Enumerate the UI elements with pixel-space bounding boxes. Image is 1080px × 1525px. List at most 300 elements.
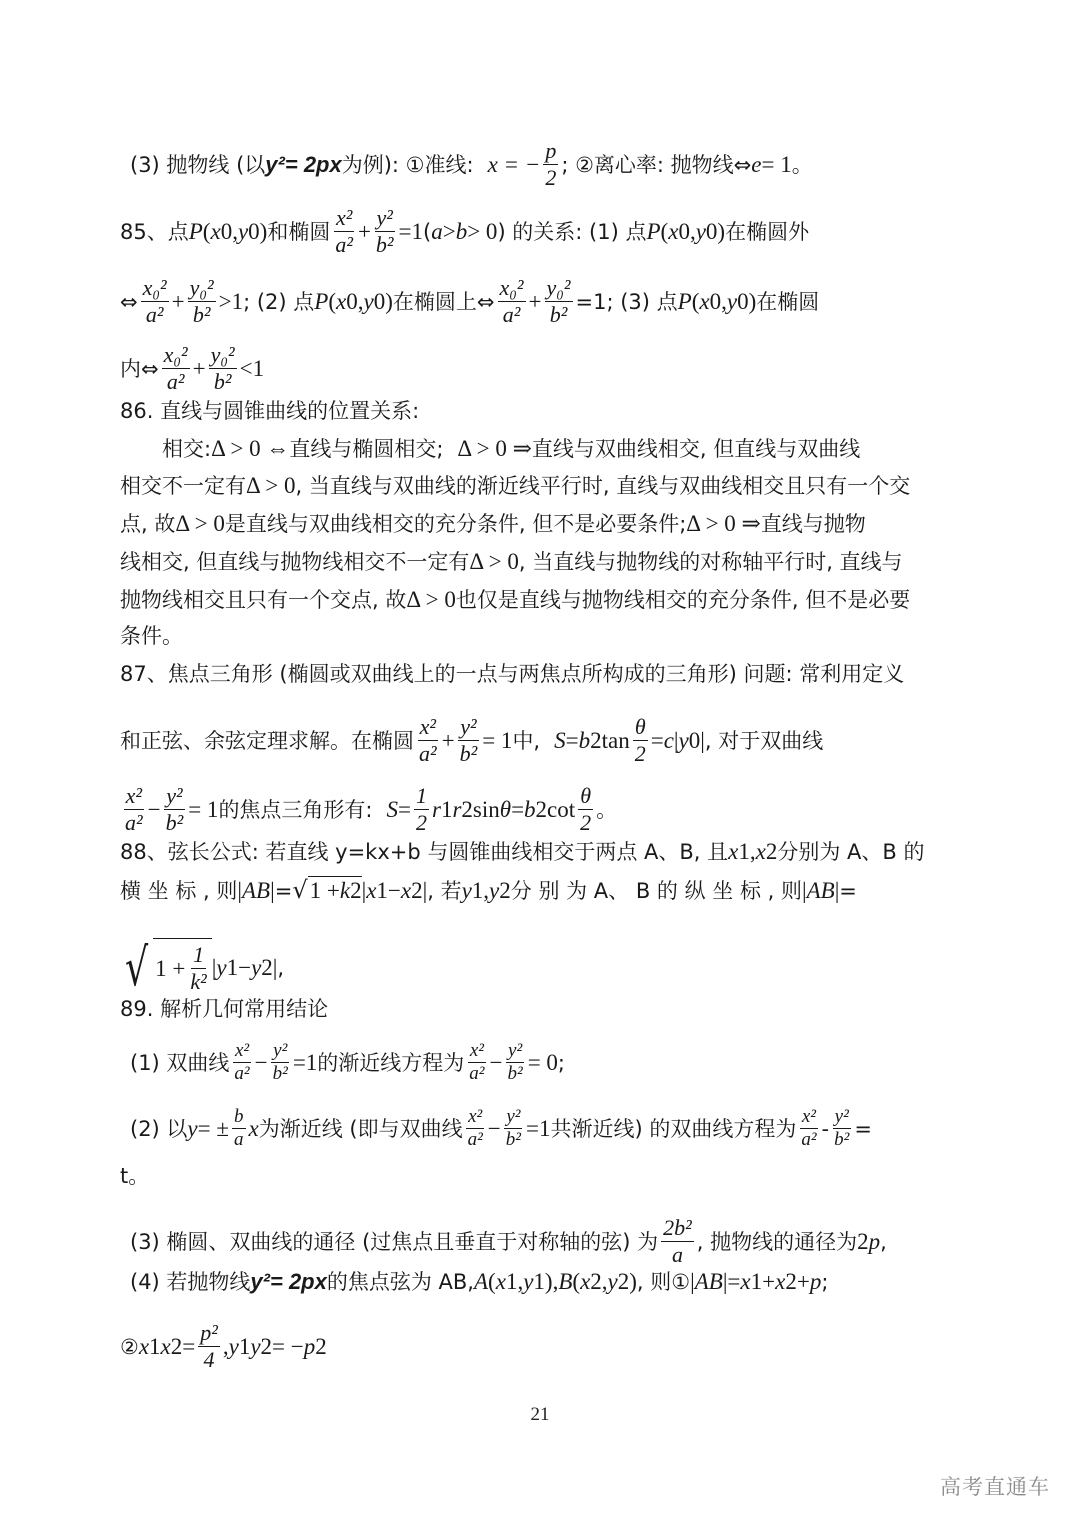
math-symbol: Δ > 0 ⇒	[686, 511, 761, 536]
text: 在椭圆外	[725, 219, 810, 244]
denominator: b²	[507, 1063, 523, 1084]
math-symbol: 1 +	[155, 955, 186, 981]
math-symbol: |	[361, 877, 367, 903]
math-symbol: =1	[398, 218, 424, 244]
math-var: k	[339, 878, 351, 903]
math-var: P	[677, 288, 692, 314]
text: , 当直线与抛物线的对称轴平行时, 直线与	[518, 550, 903, 574]
fraction	[467, 1040, 486, 1085]
math-var: x	[138, 1333, 150, 1359]
text: 点, 故	[120, 512, 176, 536]
denominator: a²	[502, 302, 521, 327]
math-var: θ	[499, 796, 512, 822]
text: 中,	[512, 728, 541, 753]
numerator: 1	[193, 942, 205, 967]
fraction	[498, 275, 526, 328]
math-symbol: Δ > 0 ⇒	[457, 436, 532, 461]
text: , 抛物线的通径为	[696, 1229, 858, 1254]
fraction	[162, 342, 190, 395]
math-symbol: ,	[483, 877, 490, 903]
math-symbol: = −	[272, 1333, 304, 1359]
text-line: 85、点 P ( x 0 , y 0 ) 和椭圆 $\frac{\text{x²}}{\text{a²}}$ + $\frac{\text{y²}}{\text{b²}}$ =1 ( a > b > 0 ) 的关系: (1) 点 P ( x 0 , y 0 ) 在椭圆外	[120, 205, 810, 257]
math-symbol: >1	[218, 288, 244, 314]
math-bold: = 2px	[284, 151, 342, 177]
denominator: a	[671, 1242, 683, 1267]
math-var: P	[646, 218, 661, 244]
text: 85、点	[120, 219, 189, 244]
math-symbol: |	[801, 877, 807, 903]
math-var: x	[580, 1269, 591, 1294]
text: ②	[120, 1334, 139, 1359]
denominator: 4	[203, 1347, 215, 1372]
math-symbol: =1	[525, 1115, 551, 1141]
math-symbol: |	[673, 727, 679, 753]
text: ⇔	[120, 289, 138, 314]
text: ,	[277, 956, 285, 980]
math-symbol: Δ > 0 ⇔	[211, 436, 290, 461]
math-var: x	[755, 839, 766, 864]
math-symbol: ,	[357, 288, 364, 314]
text-line: 横 坐 标 , 则 | AB | = √ 1 + k 2 | x 1 − x 2 | , 若 y 1 , y 2 分 别 为 A、 B 的 纵 坐 标 , 则 | AB | =	[120, 876, 857, 904]
text: 也仅是直线与抛物线相交的充分条件, 但不是必要	[455, 588, 911, 612]
fraction	[271, 1040, 290, 1085]
math-var: x	[728, 839, 739, 864]
text: , 对于双曲线	[704, 728, 824, 753]
numerator: x²	[801, 1106, 817, 1127]
numerator: θ	[580, 783, 592, 808]
math-symbol: =1	[292, 1049, 318, 1075]
math-var: y	[607, 1269, 618, 1294]
text: 直线与抛物	[760, 512, 866, 536]
math-var: r	[452, 796, 462, 822]
denominator: a²	[467, 1129, 483, 1150]
text-line: 88、弦长公式: 若直线 y=kx+b 与圆锥曲线相交于两点 A、B, 且 x 1 , x 2 分别为 A、B 的	[120, 839, 925, 864]
text: 在椭圆上⇔	[392, 289, 495, 314]
denominator: a²	[801, 1129, 817, 1150]
math-var: b	[578, 727, 591, 753]
math-symbol: ,	[601, 1269, 608, 1294]
math-var: x	[495, 1269, 506, 1294]
fraction	[188, 275, 216, 328]
text: 。	[791, 152, 813, 177]
text-line	[130, 1215, 975, 1268]
fraction	[578, 783, 593, 836]
math-symbol: =	[565, 727, 579, 753]
text: -	[821, 1116, 830, 1141]
math-symbol: +	[357, 218, 371, 244]
numerator: p²	[200, 1320, 218, 1345]
numerator: x₀²	[499, 275, 524, 300]
denominator: b²	[213, 369, 232, 394]
text-line: $\frac{\text{x²}}{\text{a²}}$ − $\frac{\text{y²}}{\text{b²}}$ = 1 的焦点三角形有: S = $\frac{1}{2}$ r 1 r 2 sin θ = b 2 cot $\frac{\theta}{2}$ 。	[125, 783, 618, 835]
math-symbol: |	[211, 955, 217, 980]
math-bold: = 2px	[269, 1269, 327, 1294]
numerator: x₀²	[163, 342, 188, 367]
denominator: a²	[234, 1063, 250, 1084]
text-line	[120, 660, 965, 688]
text: =	[839, 878, 857, 903]
math-symbol: 2	[857, 1228, 869, 1254]
text-line	[120, 1162, 965, 1190]
math-var: S	[554, 727, 566, 753]
fraction	[504, 1106, 523, 1151]
denominator: b²	[505, 1129, 521, 1150]
math-var: b	[455, 218, 468, 244]
text: 分 别 为 A、 B 的 纵 坐 标 , 则	[510, 878, 802, 903]
math-var: y	[726, 288, 738, 314]
text: (3) 抛物线 (以	[130, 152, 266, 177]
denominator: b²	[165, 810, 184, 835]
denominator: a	[234, 1129, 244, 1150]
math-symbol: Δ > 0	[246, 473, 296, 498]
math-var: y	[695, 218, 706, 244]
text: =	[854, 1116, 872, 1141]
text: 条件。	[120, 624, 183, 648]
text: , 当直线与双曲线的渐近线平行时, 直线与双曲线相交且只有一个交	[295, 474, 911, 498]
text-line	[120, 342, 965, 395]
text: 横 坐 标 , 则	[120, 878, 238, 903]
numerator: x²	[468, 1106, 483, 1127]
math-var: b	[524, 796, 536, 822]
denominator: a²	[335, 232, 353, 257]
fraction	[661, 1215, 694, 1268]
denominator: a²	[125, 810, 143, 835]
math-symbol: = 1	[761, 151, 792, 177]
math-symbol: |	[690, 1269, 695, 1294]
text: 直线与椭圆相交;	[289, 437, 444, 461]
text: ,	[880, 1229, 887, 1254]
math-var: y	[187, 1115, 198, 1141]
math-symbol: ,	[232, 218, 238, 244]
fraction	[374, 205, 396, 258]
math-var: x	[366, 877, 377, 903]
math-var: y	[461, 877, 472, 903]
text: 在椭圆	[756, 289, 820, 314]
fraction	[417, 714, 439, 767]
page-number: 21	[530, 1404, 550, 1425]
text: 的焦点三角形有:	[218, 797, 373, 822]
numerator: y₀²	[189, 275, 214, 300]
fraction	[333, 205, 355, 258]
text: 88、弦长公式: 若直线 y=kx+b 与圆锥曲线相交于两点 A、B, 且	[120, 840, 729, 864]
math-symbol: ,	[222, 1333, 229, 1359]
math-symbol: >	[442, 218, 456, 244]
fraction	[458, 714, 480, 767]
math-symbol: (	[691, 288, 700, 314]
fraction	[799, 1106, 818, 1151]
denominator: b²	[272, 1063, 288, 1084]
math-symbol: )	[748, 288, 757, 314]
math-var: e	[751, 151, 762, 177]
text: 的焦点弦为 AB,	[326, 1270, 474, 1294]
math-symbol: = ±	[197, 1115, 229, 1141]
text: (	[423, 219, 432, 244]
numerator: p	[545, 138, 557, 163]
fraction	[164, 783, 186, 836]
math-var: y	[228, 1333, 239, 1359]
math-var: y	[523, 1269, 534, 1294]
math-symbol: = 1	[188, 796, 219, 822]
text-line	[130, 1106, 975, 1151]
text: 内⇔	[120, 356, 159, 381]
math-symbol: sin	[472, 796, 500, 822]
fraction	[232, 1106, 246, 1151]
text: , 则①	[636, 1270, 691, 1294]
text: (2) 以	[130, 1116, 188, 1141]
math-var: p	[868, 1228, 881, 1254]
math-var: c	[663, 727, 674, 753]
math-symbol: −	[489, 1049, 503, 1075]
math-symbol: cot	[547, 796, 576, 822]
radical-sign: √	[292, 876, 308, 904]
radicand: 1 + k 2	[309, 878, 362, 903]
text: 抛物线相交且只有一个交点, 故	[120, 588, 407, 612]
text: 86. 直线与圆锥曲线的位置关系:	[120, 399, 420, 423]
fraction	[505, 1040, 524, 1085]
text: 分别为 A、B 的	[777, 840, 925, 864]
math-symbol: Δ > 0	[406, 587, 456, 612]
text: , 若	[427, 878, 462, 903]
math-var: p	[303, 1333, 316, 1359]
denominator: b²	[375, 232, 394, 257]
text: 线相交, 但直线与抛物线相交不一定有	[120, 550, 470, 574]
numerator: y²	[376, 205, 393, 230]
text: 相交不一定有	[120, 474, 246, 498]
text: 为渐近线 (即与双曲线	[258, 1116, 463, 1141]
text-line	[130, 1040, 975, 1085]
text: ; (2) 点	[243, 289, 315, 314]
math-symbol: )	[385, 288, 393, 314]
fraction	[141, 275, 169, 328]
fraction	[123, 783, 145, 836]
text-line: (4) 若抛物线 y² = 2px 的焦点弦为 AB, A ( x 1 , y 1 ), B ( x 2 , y 2 ) , 则① | AB |= x 1 + x 2 + p ;	[130, 1269, 829, 1294]
text: 和椭圆	[267, 219, 331, 244]
text: 直线与双曲线相交, 但直线与双曲线	[531, 437, 861, 461]
math-var: x	[160, 1333, 171, 1359]
denominator: 2	[580, 810, 592, 835]
denominator: 2	[416, 810, 427, 835]
text: 。	[596, 797, 618, 822]
text: 共渐近线) 的双曲线方程为	[550, 1116, 797, 1141]
math-var: AB	[242, 877, 271, 903]
numerator: x²	[125, 783, 142, 808]
text: 为例): ①准线:	[341, 152, 474, 177]
math-symbol: +	[171, 288, 185, 314]
math-var: r	[432, 796, 441, 822]
math-symbol: |	[834, 877, 840, 903]
fraction	[545, 275, 573, 328]
math-symbol: +	[796, 1269, 810, 1294]
math-symbol: ),	[544, 1269, 559, 1294]
math-symbol: = 1	[482, 727, 513, 753]
math-var: y	[251, 955, 262, 980]
math-symbol: −	[487, 1115, 501, 1141]
text-line	[120, 397, 965, 425]
math-var: p	[809, 1269, 822, 1294]
math-symbol: <1	[239, 355, 265, 381]
numerator: 1	[416, 783, 427, 808]
text-line	[120, 548, 965, 576]
fraction	[188, 942, 208, 995]
math-symbol: (	[572, 1269, 581, 1294]
text: (4) 若抛物线	[130, 1270, 251, 1294]
math-symbol: ,	[689, 218, 696, 244]
math-symbol: |=	[722, 1269, 741, 1294]
denominator: a²	[166, 369, 185, 394]
math-var: x	[210, 218, 221, 244]
numerator: y²	[506, 1106, 521, 1127]
text-line	[120, 995, 965, 1023]
math-symbol: +	[528, 288, 542, 314]
watermark: 高考直通车	[940, 1475, 1050, 1499]
math-symbol: Δ > 0	[469, 549, 519, 574]
square-root	[120, 938, 212, 998]
math-var: y	[489, 877, 500, 903]
math-symbol: |	[237, 877, 242, 903]
numerator: x₀²	[142, 275, 167, 300]
text-line: ⇔ $\frac{\text{x₀²}}{\text{a²}}$ + $\frac{\text{y₀²}}{\text{b²}}$ >1 ; (2) 点 P ( x 0 , y 0 ) 在椭圆上⇔ $\frac{\text{x₀²}}{\text{a²}}$ + $\frac{\text{y₀²}}{\text{b²}}$ =1; (3) 点 P ( x 0 , y 0 ) 在椭圆	[120, 275, 820, 327]
text-line	[120, 586, 965, 614]
math-var: y	[216, 955, 227, 980]
math-var: x	[400, 877, 412, 903]
text-line: 和正弦、余弦定理求解。在椭圆 $\frac{\text{x²}}{\text{a²}}$ + $\frac{\text{y²}}{\text{b²}}$ = 1 中, S = b 2 tan $\frac{\theta}{2}$ = c | y 0 | , 对于双曲线	[120, 714, 824, 766]
numerator: y²	[508, 1040, 523, 1061]
math-symbol: −	[387, 877, 401, 903]
denominator: a²	[469, 1063, 485, 1084]
math-symbol: > 0	[467, 218, 498, 244]
denominator: b²	[192, 302, 211, 327]
denominator: b²	[459, 741, 478, 766]
numerator: y²	[273, 1040, 288, 1061]
fraction	[232, 1040, 251, 1085]
math-symbol: )	[717, 218, 726, 244]
text: 相交:	[162, 437, 212, 461]
fraction	[198, 1320, 220, 1373]
denominator: a²	[145, 302, 164, 327]
denominator: b²	[834, 1129, 850, 1150]
math-symbol: =	[398, 796, 411, 822]
math-symbol: |	[700, 727, 705, 753]
text: (3) 椭圆、双曲线的通径 (过焦点且垂直于对称轴的弦) 为	[130, 1229, 659, 1254]
math-var: x	[699, 288, 710, 314]
math-symbol: Δ > 0	[175, 511, 225, 536]
fraction	[414, 783, 429, 836]
math-var: y	[678, 727, 689, 753]
fraction	[633, 714, 648, 767]
math-symbol: +	[192, 355, 206, 381]
numerator: y²	[460, 714, 477, 739]
math-var: P	[188, 218, 203, 244]
math-var: B	[558, 1269, 573, 1294]
numerator: x²	[419, 714, 436, 739]
math-symbol: (	[202, 218, 211, 244]
text: 和正弦、余弦定理求解。在椭圆	[120, 728, 414, 753]
text-line	[120, 510, 965, 538]
math-symbol: +	[762, 1269, 776, 1294]
text-line: ② x 1 x 2 = $\frac{\text{p²}}{4}$ , y 1 y 2 = − p 2	[120, 1320, 327, 1372]
denominator: 2	[634, 741, 646, 766]
fraction	[466, 1106, 485, 1151]
text: t。	[120, 1164, 150, 1188]
numerator: y₀²	[210, 342, 235, 367]
math-var: x	[248, 1115, 259, 1141]
math-var: x	[740, 1269, 751, 1294]
text: =1; (3) 点	[575, 289, 678, 314]
denominator: k²	[190, 969, 207, 994]
math-var: y	[250, 1333, 261, 1359]
math-symbol: (	[488, 1269, 496, 1294]
numerator: x²	[335, 205, 353, 230]
denominator: a²	[419, 741, 437, 766]
radicand	[153, 938, 212, 998]
text: ;	[821, 1270, 829, 1294]
numerator: y²	[834, 1106, 849, 1127]
math-symbol: (	[328, 288, 337, 314]
text: ) 的关系: (1) 点	[497, 219, 647, 244]
math-symbol: |	[272, 955, 278, 980]
math-symbol: ,	[517, 1269, 524, 1294]
text: ;	[557, 1050, 565, 1075]
math-symbol: |	[422, 877, 428, 903]
text-line	[162, 435, 1007, 463]
math-var: x	[336, 288, 347, 314]
math-var: x	[775, 1269, 786, 1294]
math-var: AB	[806, 877, 835, 903]
text: ; ②离心率: 抛物线⇔	[561, 152, 752, 177]
math-var: S	[386, 796, 399, 822]
math-symbol: −	[147, 796, 161, 822]
text: (1) 双曲线	[130, 1050, 230, 1075]
math-symbol: )	[259, 218, 268, 244]
text-line: √ 1 + $\frac{1}{\text{k²}}$ | y 1 − y 2 | ,	[120, 938, 965, 998]
math-symbol: +	[441, 727, 455, 753]
math-var: AB	[694, 1269, 723, 1294]
radical-sign: √	[124, 938, 149, 998]
text: =	[274, 878, 293, 903]
math-var: a	[431, 218, 443, 244]
numerator: x²	[469, 1040, 484, 1061]
math-symbol: ,	[749, 839, 756, 864]
math-var: x = −	[487, 151, 541, 177]
math-var: A	[473, 1269, 489, 1294]
math-symbol: )	[629, 1269, 637, 1294]
text-line	[120, 622, 965, 650]
text: 是直线与双曲线相交的充分条件, 但不是必要条件;	[224, 512, 687, 536]
math-symbol: (	[660, 218, 669, 244]
math-symbol: 1 +	[309, 878, 340, 903]
numerator: b	[234, 1106, 244, 1127]
text-line	[120, 472, 965, 500]
square-root	[292, 876, 361, 905]
denominator: 2	[545, 165, 557, 190]
denominator: b²	[549, 302, 568, 327]
text: 89. 解析几何常用结论	[120, 997, 329, 1021]
math-symbol: = 0	[527, 1049, 558, 1075]
numerator: θ	[634, 714, 646, 739]
math-symbol: =	[650, 727, 664, 753]
text: 的渐近线方程为	[317, 1050, 465, 1075]
math-var: y	[363, 288, 374, 314]
numerator: y₀²	[546, 275, 571, 300]
text-line	[130, 138, 975, 191]
fraction	[209, 342, 237, 395]
fraction	[543, 138, 558, 191]
math-var: y	[237, 218, 249, 244]
math-var: P	[314, 288, 329, 314]
math-var: x	[668, 218, 679, 244]
math-symbol: =	[511, 796, 525, 822]
math-symbol: −	[238, 955, 252, 980]
